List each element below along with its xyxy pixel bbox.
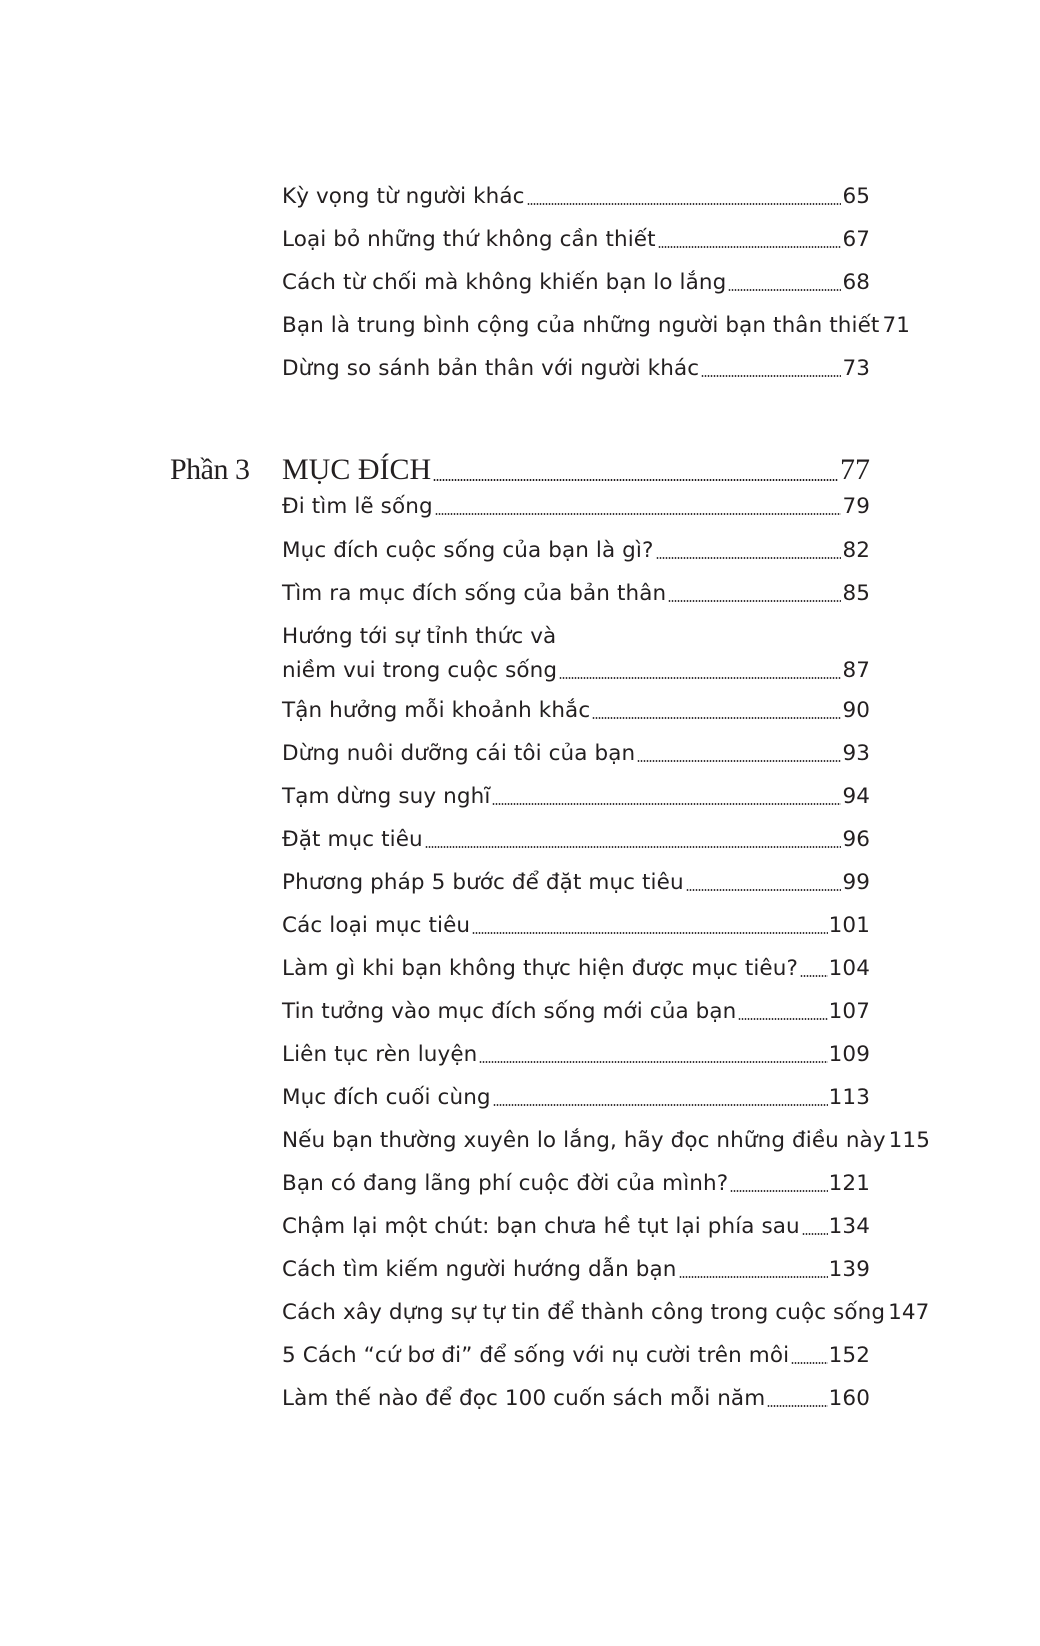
toc-entry[interactable] xyxy=(282,490,870,524)
dot-leader xyxy=(802,1233,828,1235)
toc-entry-page: 67 xyxy=(842,227,870,252)
toc-entry-title: Chậm lại một chút: bạn chưa hề tụt lại phía sau xyxy=(282,1214,800,1239)
toc-entry-title: Làm thế nào để đọc 100 cuốn sách mỗi năm xyxy=(282,1386,766,1411)
part-label: Phần 3 xyxy=(170,453,250,486)
dot-leader xyxy=(791,1362,828,1364)
dot-leader xyxy=(592,717,841,719)
dot-leader xyxy=(425,846,842,848)
dot-leader xyxy=(679,1276,828,1278)
toc-entry-page: 115 xyxy=(888,1128,930,1153)
toc-entry-title: Dừng so sánh bản thân với người khác xyxy=(282,356,700,381)
toc-entry[interactable] xyxy=(282,1339,870,1373)
toc-entry-title: Cách xây dựng sự tự tin để thành công trong cuộc sống xyxy=(282,1300,886,1325)
toc-entry[interactable] xyxy=(282,309,910,343)
dot-leader xyxy=(738,1018,827,1020)
toc-entry-page: 99 xyxy=(842,870,870,895)
toc-entry[interactable] xyxy=(282,823,870,857)
toc-entry[interactable] xyxy=(282,909,870,943)
dot-leader xyxy=(492,803,841,805)
toc-entry[interactable] xyxy=(282,352,870,386)
toc-entry[interactable] xyxy=(282,534,870,568)
dot-leader xyxy=(527,203,842,205)
toc-entry-title: Bạn có đang lãng phí cuộc đời của mình? xyxy=(282,1171,729,1196)
part-page: 77 xyxy=(840,453,870,486)
toc-entry[interactable] xyxy=(282,180,870,214)
toc-entry-title: Dừng nuôi dưỡng cái tôi của bạn xyxy=(282,741,636,766)
toc-entry[interactable] xyxy=(282,1382,870,1416)
toc-entry-title: Liên tục rèn luyện xyxy=(282,1042,478,1067)
dot-leader xyxy=(701,375,841,377)
part-title: MỤC ĐÍCH xyxy=(282,453,432,486)
dot-leader xyxy=(637,760,841,762)
toc-entry[interactable] xyxy=(282,952,870,986)
toc-entry-page: 134 xyxy=(828,1214,870,1239)
toc-entry-page: 65 xyxy=(842,184,870,209)
dot-leader xyxy=(767,1405,827,1407)
toc-entry-title: Cách từ chối mà không khiến bạn lo lắng xyxy=(282,270,727,295)
toc-entry-title-line: niềm vui trong cuộc sống xyxy=(282,658,558,683)
toc-entry-title: Các loại mục tiêu xyxy=(282,913,471,938)
toc-entry-page: 68 xyxy=(842,270,870,295)
dot-leader xyxy=(728,289,841,291)
toc-entry[interactable] xyxy=(282,694,870,728)
toc-entry-page: 113 xyxy=(828,1085,870,1110)
toc-entry[interactable] xyxy=(282,1253,870,1287)
toc-entry[interactable] xyxy=(282,577,870,611)
toc-entry-page: 139 xyxy=(828,1257,870,1282)
toc-entry-title: Đi tìm lẽ sống xyxy=(282,494,433,519)
toc-entry-title-line: Hướng tới sự tỉnh thức và xyxy=(282,624,557,649)
toc-entry-page: 79 xyxy=(842,494,870,519)
toc-entry-page: 87 xyxy=(842,658,870,683)
toc-entry-title: Cách tìm kiếm người hướng dẫn bạn xyxy=(282,1257,677,1282)
toc-entry-page: 101 xyxy=(828,913,870,938)
dot-leader xyxy=(668,600,841,602)
dot-leader xyxy=(559,677,841,679)
toc-entry-title: 5 Cách “cứ bơ đi” để sống với nụ cười trên môi xyxy=(282,1343,790,1368)
toc-entry[interactable] xyxy=(282,223,870,257)
dot-leader xyxy=(433,479,838,481)
toc-entry-page: 93 xyxy=(842,741,870,766)
dot-leader xyxy=(656,557,842,559)
dot-leader xyxy=(686,889,842,891)
toc-entry-title: Loại bỏ những thứ không cần thiết xyxy=(282,227,656,252)
toc-entry-page: 85 xyxy=(842,581,870,606)
toc-entry-page: 94 xyxy=(842,784,870,809)
toc-entry-title: Tìm ra mục đích sống của bản thân xyxy=(282,581,667,606)
toc-entry-page: 96 xyxy=(842,827,870,852)
toc-entry-title: Tạm dừng suy nghĩ xyxy=(282,784,491,809)
toc-entry-page: 82 xyxy=(842,538,870,563)
toc-entry-page: 160 xyxy=(828,1386,870,1411)
toc-entry-title: Nếu bạn thường xuyên lo lắng, hãy đọc những điều này xyxy=(282,1128,886,1153)
toc-entry-title: Bạn là trung bình cộng của những người bạn thân thiết xyxy=(282,313,880,338)
toc-entry[interactable] xyxy=(282,1296,930,1330)
toc-entry-title: Phương pháp 5 bước để đặt mục tiêu xyxy=(282,870,684,895)
toc-entry[interactable] xyxy=(282,1210,870,1244)
toc-entry[interactable] xyxy=(282,737,870,771)
toc-entry-page: 107 xyxy=(828,999,870,1024)
dot-leader xyxy=(435,513,842,515)
toc-entry[interactable] xyxy=(282,1038,870,1072)
toc-entry[interactable] xyxy=(282,1167,870,1201)
toc-entry[interactable] xyxy=(282,620,870,688)
toc-entry-page: 71 xyxy=(882,313,910,338)
toc-entry[interactable] xyxy=(282,866,870,900)
toc-entry-title: Làm gì khi bạn không thực hiện được mục tiêu? xyxy=(282,956,798,981)
toc-entry-page: 104 xyxy=(828,956,870,981)
toc-entry-title: Mục đích cuộc sống của bạn là gì? xyxy=(282,538,654,563)
toc-entry[interactable] xyxy=(282,995,870,1029)
toc-entry-page: 90 xyxy=(842,698,870,723)
toc-entry-title xyxy=(282,620,557,688)
dot-leader xyxy=(800,975,828,977)
toc-entry[interactable] xyxy=(282,266,870,300)
toc-entry-title: Tận hưởng mỗi khoảnh khắc xyxy=(282,698,591,723)
part-title-row xyxy=(282,448,870,492)
toc-entry-page: 73 xyxy=(842,356,870,381)
toc-entry-page: 121 xyxy=(828,1171,870,1196)
toc-entry-page: 109 xyxy=(828,1042,870,1067)
dot-leader xyxy=(472,932,828,934)
toc-entry[interactable] xyxy=(282,1124,930,1158)
dot-leader xyxy=(479,1061,827,1063)
toc-entry-page: 147 xyxy=(888,1300,930,1325)
toc-entry-title: Tin tưởng vào mục đích sống mới của bạn xyxy=(282,999,737,1024)
toc-entry-title: Mục đích cuối cùng xyxy=(282,1085,491,1110)
dot-leader xyxy=(730,1190,827,1192)
toc-entry[interactable] xyxy=(282,780,870,814)
toc-entry-title: Đặt mục tiêu xyxy=(282,827,423,852)
dot-leader xyxy=(493,1104,828,1106)
toc-entry[interactable] xyxy=(282,1081,870,1115)
toc-entry-title: Kỳ vọng từ người khác xyxy=(282,184,525,209)
part-heading[interactable] xyxy=(170,448,870,492)
dot-leader xyxy=(658,246,842,248)
toc-entry-page: 152 xyxy=(828,1343,870,1368)
